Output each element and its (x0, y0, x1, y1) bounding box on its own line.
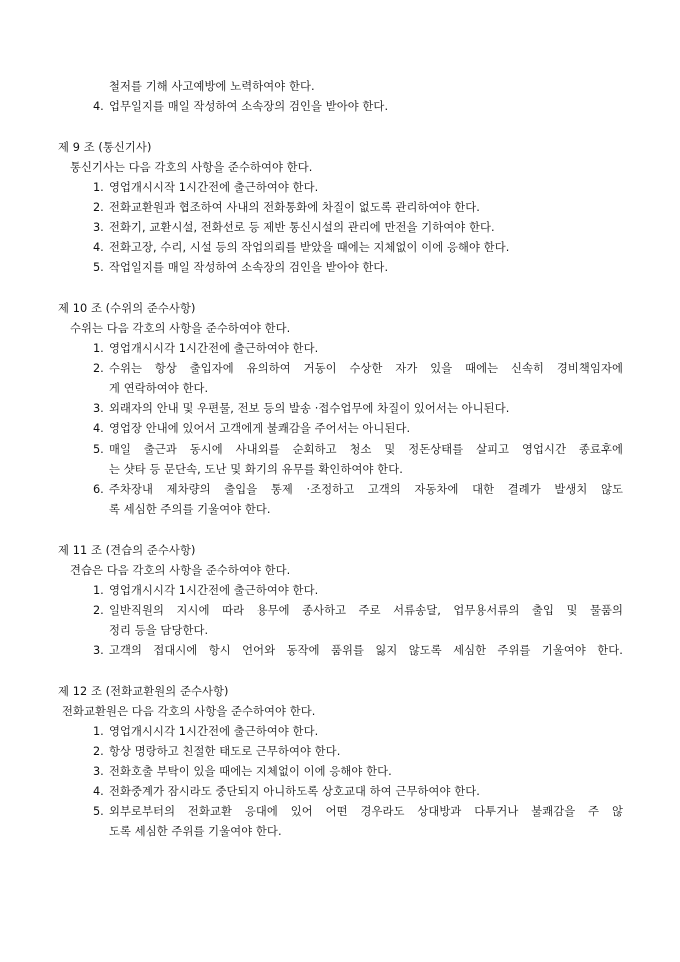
item-number: 4. (93, 785, 104, 798)
item-text: 영업개시시각 1시간전에 출근하여야 한다. (109, 725, 319, 738)
article-title: 제 12 조 (전화교환원의 준수사항) (58, 685, 229, 698)
item-text: 작업일지를 매일 작성하여 소속장의 검인을 받아야 한다. (109, 261, 389, 274)
item-text-continued: 는 샷타 등 문단속, 도난 및 화기의 유무를 확인하여야 한다. (109, 463, 403, 476)
item-text: 영업개시시각 1시간전에 출근하여야 한다. (109, 584, 319, 597)
item-number: 1. (93, 342, 104, 355)
item-text: 항상 명랑하고 친절한 태도로 근무하여야 한다. (109, 745, 341, 758)
item-text: 고객의 접대시에 항시 언어와 동작에 품위를 잃지 않도록 세심한 주위를 기울여야 한다. (109, 644, 623, 657)
item-text: 외부로부터의 전화교환 응대에 있어 어떤 경우라도 상대방과 다투거나 불쾌감을 주 않 (109, 805, 623, 818)
item-number: 4. (93, 422, 104, 435)
item-text: 전화기, 교환시설, 전화선로 등 제반 통신시설의 관리에 만전을 기하여야 한다. (109, 221, 495, 234)
item-number: 1. (93, 584, 104, 597)
article-intro: 전화교환원은 다음 각호의 사항을 준수하여야 한다. (62, 705, 316, 718)
item-number: 2. (93, 201, 104, 214)
item-number: 3. (93, 765, 104, 778)
item-number: 3. (93, 402, 104, 415)
item-text: 전화고장, 수리, 시설 등의 작업의뢰를 받았을 때에는 지체없이 이에 응해야 한다. (109, 241, 510, 254)
item-text: 영업개시시작 1시간전에 출근하여야 한다. (109, 181, 319, 194)
item-text: 업무일지를 매일 작성하여 소속장의 검인을 받아야 한다. (109, 100, 389, 113)
item-text: 매일 출근과 동시에 사내외를 순회하고 청소 및 정돈상태를 살피고 영업시간 종료후에 (109, 443, 623, 456)
item-text-continued: 도록 세심한 주위를 기울여야 한다. (109, 825, 282, 838)
item-text: 외래자의 안내 및 우편물, 전보 등의 발송 ·접수업무에 차질이 있어서는 아니된다. (109, 402, 510, 415)
article-intro: 견습은 다음 각호의 사항을 준수하여야 한다. (70, 564, 291, 577)
article-title: 제 9 조 (통신기사) (58, 141, 152, 154)
article-title: 제 10 조 (수위의 준수사항) (58, 302, 196, 315)
item-number: 1. (93, 181, 104, 194)
item-text: 영업장 안내에 있어서 고객에게 불쾌감을 주어서는 아니된다. (109, 422, 411, 435)
continued-text: 철저를 기해 사고예방에 노력하여야 한다. (109, 80, 315, 93)
article-intro: 통신기사는 다음 각호의 사항을 준수하여야 한다. (70, 161, 313, 174)
item-text: 전화호출 부탁이 있을 때에는 지체없이 이에 응해야 한다. (109, 765, 392, 778)
item-number: 5. (93, 805, 104, 818)
item-number: 5. (93, 261, 104, 274)
item-text-continued: 정리 등을 담당한다. (109, 624, 209, 637)
item-number: 4. (93, 241, 104, 254)
item-text-continued: 게 연락하여야 한다. (109, 382, 209, 395)
item-number: 5. (93, 443, 104, 456)
item-text: 전화중계가 잠시라도 중단되지 아니하도록 상호교대 하여 근무하여야 한다. (109, 785, 480, 798)
item-number: 2. (93, 604, 104, 617)
item-number: 6. (93, 483, 104, 496)
item-number: 1. (93, 725, 104, 738)
item-number: 2. (93, 362, 104, 375)
item-text: 수위는 항상 출입자에 유의하여 거동이 수상한 자가 있을 때에는 신속히 경비책임자에 (109, 362, 623, 375)
item-text: 전화교환원과 협조하여 사내의 전화통화에 차질이 없도록 관리하여야 한다. (109, 201, 480, 214)
item-text: 영업개시시각 1시간전에 출근하여야 한다. (109, 342, 319, 355)
item-text-continued: 록 세심한 주의를 기울여야 한다. (109, 503, 271, 516)
item-number: 3. (93, 221, 104, 234)
article-intro: 수위는 다음 각호의 사항을 준수하여야 한다. (70, 322, 291, 335)
item-text: 일반직원의 지시에 따라 용무에 종사하고 주로 서류송달, 업무용서류의 출입 및 물품의 (109, 604, 623, 617)
item-number: 4. (93, 100, 104, 113)
article-title: 제 11 조 (견습의 준수사항) (58, 544, 196, 557)
item-number: 3. (93, 644, 104, 657)
item-text: 주차장내 제차량의 출입을 통제 ·조정하고 고객의 자동차에 대한 결례가 발생치 않도 (109, 483, 623, 496)
item-number: 2. (93, 745, 104, 758)
